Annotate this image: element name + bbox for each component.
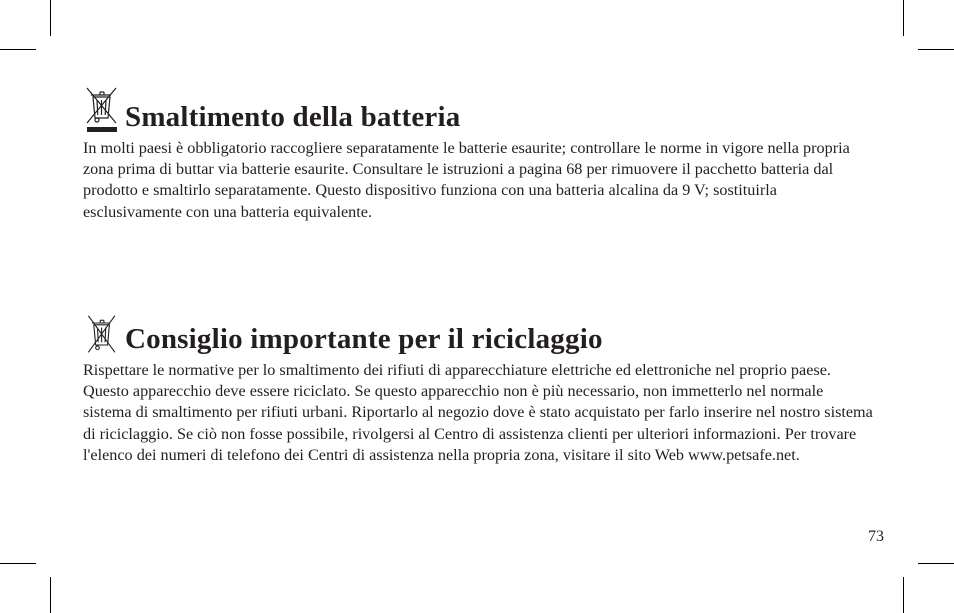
recycling-advice-heading-row	[83, 312, 883, 356]
crop-mark-top-right-horizontal	[918, 49, 954, 50]
recycling-advice-section	[83, 312, 883, 466]
crop-mark-bottom-right-horizontal	[918, 563, 954, 564]
crop-mark-top-left-horizontal	[0, 49, 36, 50]
battery-disposal-heading: Smaltimento della batteria	[125, 101, 461, 133]
battery-disposal-section	[83, 86, 883, 223]
recycling-advice-heading: Consiglio importante per il riciclaggio	[125, 323, 603, 355]
page-number: 73	[868, 528, 884, 545]
crossed-out-wheelie-bin-icon	[83, 86, 123, 134]
crop-mark-bottom-right-vertical	[903, 577, 904, 613]
recycling-advice-text: Rispettare le normative per lo smaltimento dei rifiuti di apparecchiature elettriche ed elettroniche nel proprio paese. Questo apparecchio deve essere riciclato. Se questo apparecchio non è più necessario, non immetterlo nel normale sistema di smaltimento per rifiuti urbani. Riportarlo al negozio dove è stato acquistato per farlo inserire nel nostro sistema di riciclaggio. Se ciò non fosse possibile, rivolgersi al Centro di assistenza clienti per ulteriori informazioni. Per trovare l'elenco dei numeri di telefono dei Centri di assistenza nella propria zona, visitare il sito Web www.petsafe.net.	[83, 361, 873, 464]
crop-mark-bottom-left-horizontal	[0, 563, 36, 564]
crop-mark-top-left-vertical	[50, 0, 51, 36]
crossed-out-wheelie-bin-icon	[83, 312, 123, 356]
crop-mark-top-right-vertical	[903, 0, 904, 36]
battery-disposal-heading-row	[83, 86, 883, 134]
crop-mark-bottom-left-vertical	[50, 577, 51, 613]
battery-disposal-text: In molti paesi è obbligatorio raccogliere separatamente le batterie esaurite; controllare le norme in vigore nella propria zona prima di buttar via batterie esaurite. Consultare le istruzioni a pagina 68 per rimuovere il pacchetto batteria dal prodotto e smaltirlo separatamente. Questo dispositivo funziona con una batteria alcalina da 9 V; sostituirla esclusivamente con una batteria equivalente.	[83, 139, 850, 221]
